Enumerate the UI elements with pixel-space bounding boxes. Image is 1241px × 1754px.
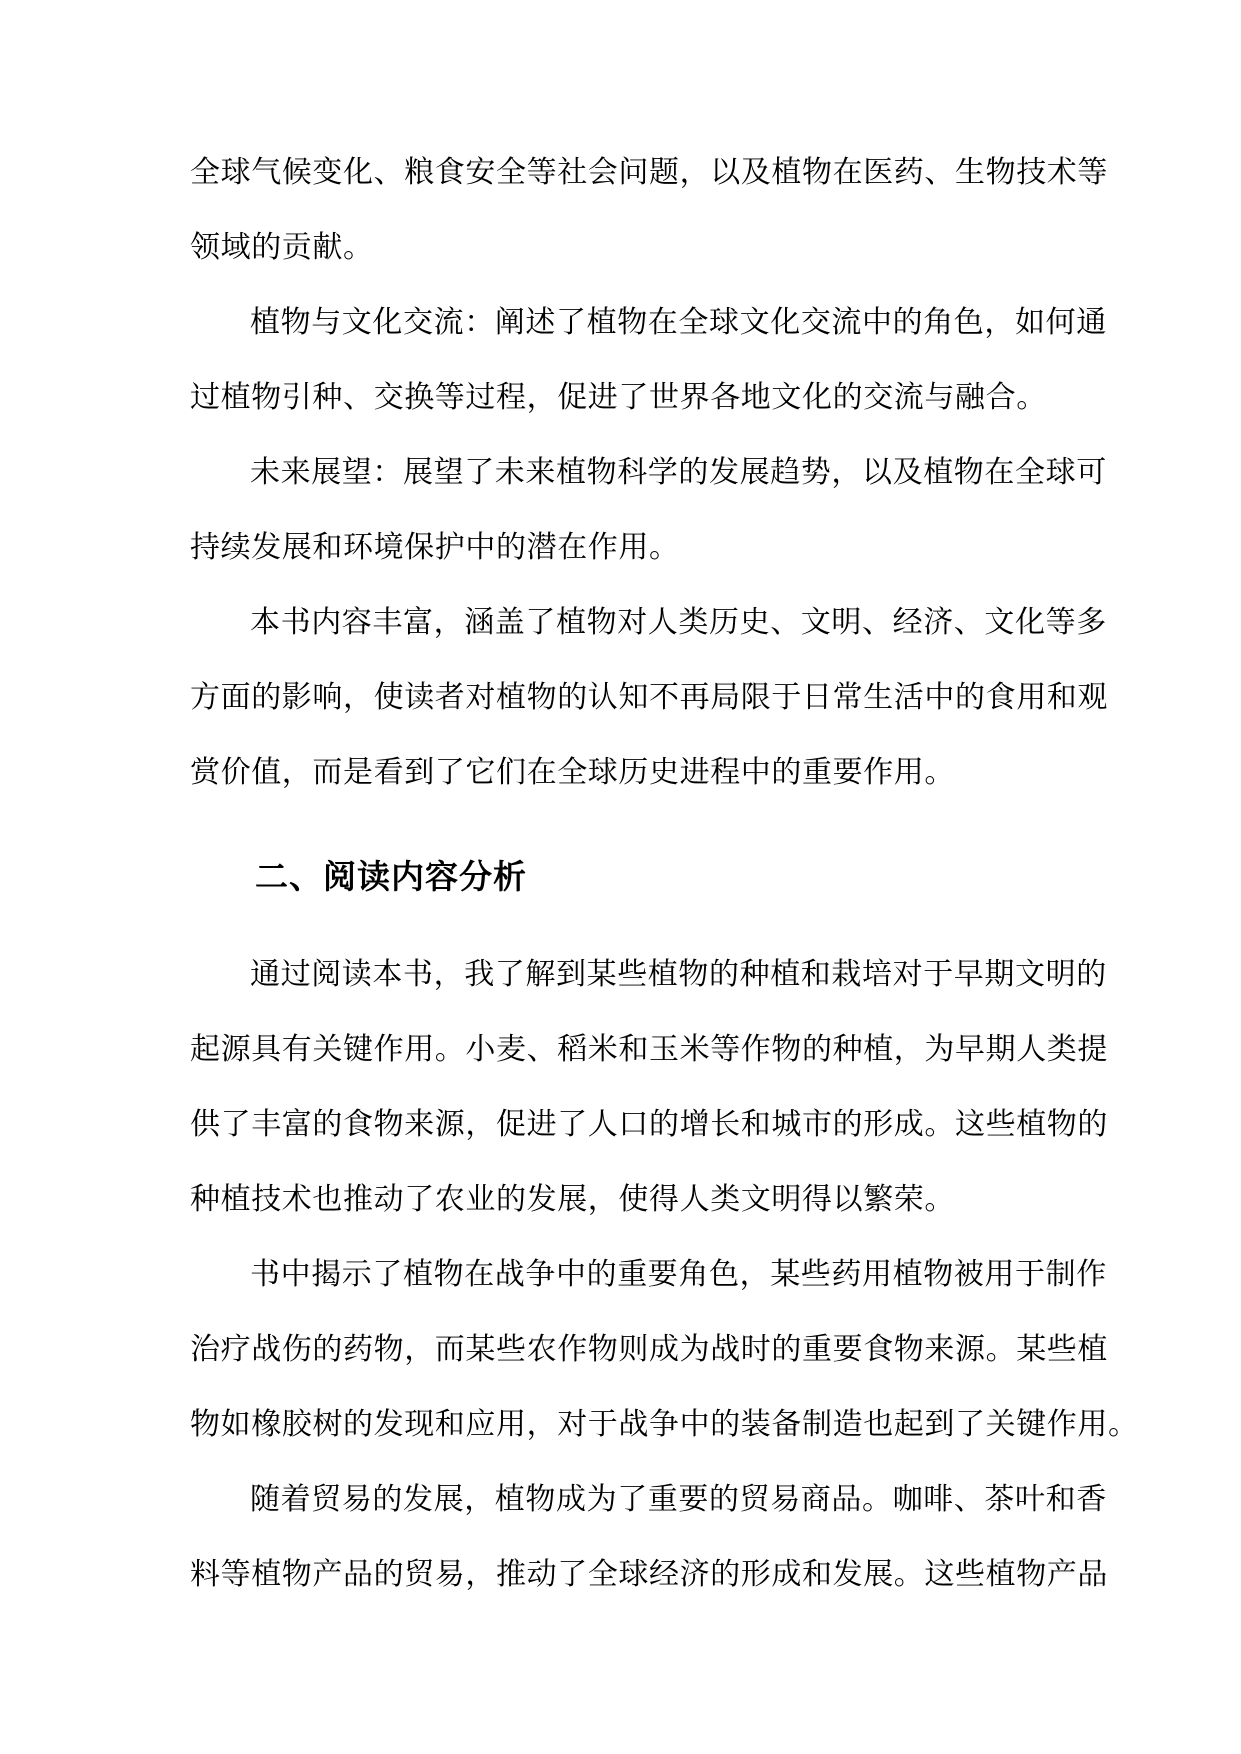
text-line: 种植技术也推动了农业的发展，使得人类文明得以繁荣。: [190, 1182, 955, 1217]
text-line: 领域的贡献。: [190, 230, 374, 265]
paragraph-start-line: 本书内容丰富，涵盖了植物对人类历史、文明、经济、文化等多: [250, 605, 1107, 640]
text-line: 方面的影响，使读者对植物的认知不再局限于日常生活中的食用和观: [190, 680, 1108, 715]
text-line: 赏价值，而是看到了它们在全球历史进程中的重要作用。: [190, 755, 955, 790]
text-line: 持续发展和环境保护中的潜在作用。: [190, 530, 680, 565]
text-line: 料等植物产品的贸易，推动了全球经济的形成和发展。这些植物产品: [190, 1557, 1108, 1592]
text-line: 治疗战伤的药物，而某些农作物则成为战时的重要食物来源。某些植: [190, 1332, 1108, 1367]
text-line: 全球气候变化、粮食安全等社会问题，以及植物在医药、生物技术等: [190, 155, 1108, 190]
text-line: 物如橡胶树的发现和应用，对于战争中的装备制造也起到了关键作用。: [190, 1407, 1139, 1442]
paragraph-start-line: 书中揭示了植物在战争中的重要角色，某些药用植物被用于制作: [250, 1257, 1107, 1292]
text-line: 过植物引种、交换等过程，促进了世界各地文化的交流与融合。: [190, 380, 1047, 415]
section-heading: 二、阅读内容分析: [255, 857, 527, 896]
paragraph-start-line: 植物与文化交流：阐述了植物在全球文化交流中的角色，如何通: [250, 305, 1107, 340]
paragraph-start-line: 随着贸易的发展，植物成为了重要的贸易商品。咖啡、茶叶和香: [250, 1482, 1107, 1517]
paragraph-start-line: 通过阅读本书，我了解到某些植物的种植和栽培对于早期文明的: [250, 957, 1107, 992]
text-line: 供了丰富的食物来源，促进了人口的增长和城市的形成。这些植物的: [190, 1107, 1108, 1142]
text-line: 起源具有关键作用。小麦、稻米和玉米等作物的种植，为早期人类提: [190, 1032, 1108, 1067]
paragraph-start-line: 未来展望：展望了未来植物科学的发展趋势，以及植物在全球可: [250, 455, 1107, 490]
